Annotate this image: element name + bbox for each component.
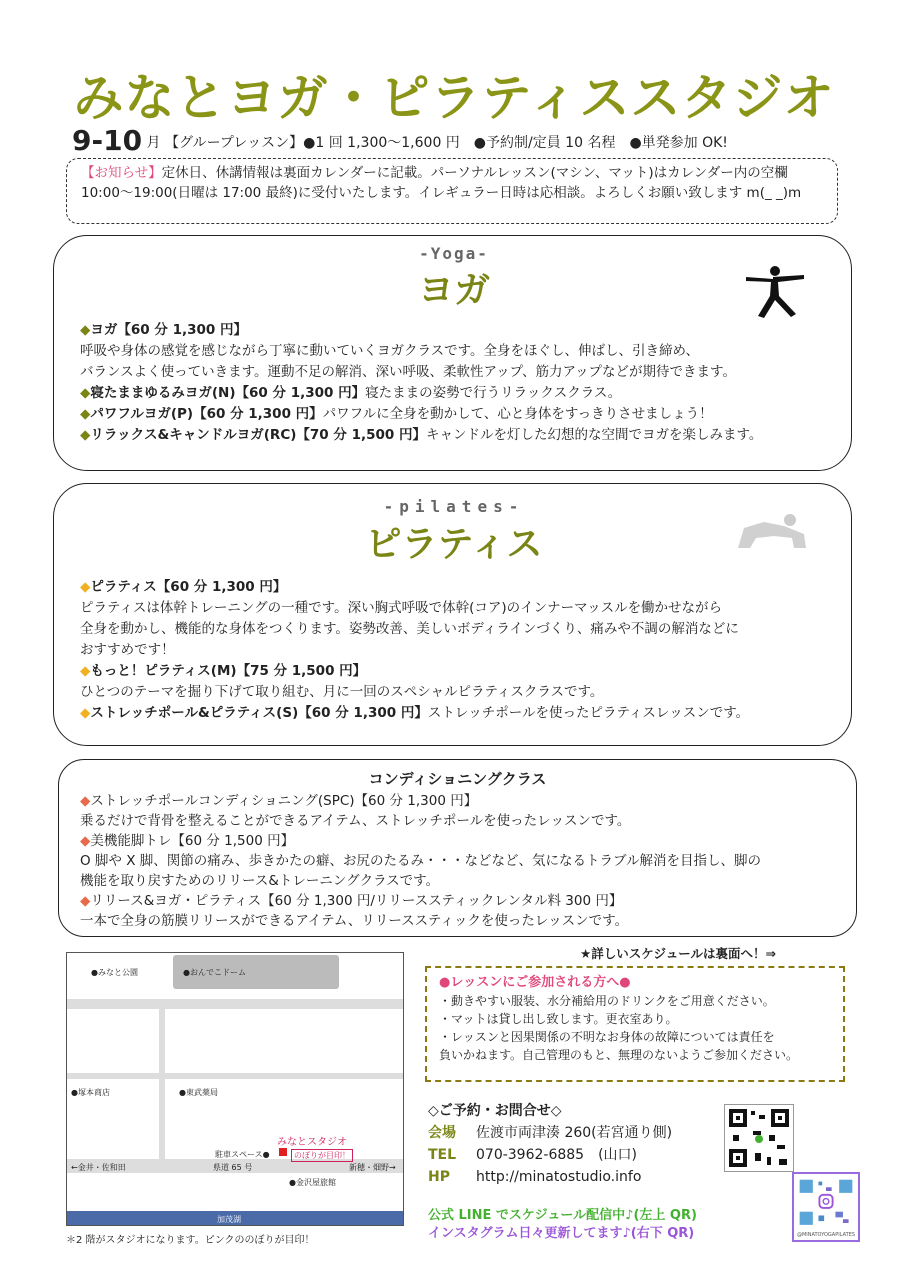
list-item: ◆美機能脚トレ【60 分 1,500 円】 [80, 833, 295, 849]
instagram-qr-caption: @MINATOYOGAPILATES [796, 1232, 856, 1238]
yoga-heading: ヨガ [417, 270, 490, 311]
lesson-summary [72, 124, 728, 157]
list-item: 全身を動かし、機能的な身体をつくります。姿勢改善、美しいボディラインづくり、痛みや不調の解消などに [80, 621, 739, 637]
list-item: ◆リラックス&キャンドルヨガ(RC)【70 分 1,500 円】キャンドルを灯した幻想的な空間でヨガを楽しみます。 [80, 427, 763, 443]
month-suffix: 月 [146, 135, 161, 151]
line-announcement: 公式 LINE でスケジュール配信中♪(左上 QR) [428, 1208, 697, 1223]
map-label-route: 県道 65 号 [213, 1163, 253, 1172]
list-item: ◆ピラティス【60 分 1,300 円】 [80, 579, 287, 595]
map-label-studio: みなとスタジオ [277, 1137, 347, 1148]
attendee-notes-heading: ●レッスンにご参加される方へ● [439, 975, 631, 990]
line-qr-icon[interactable] [724, 1104, 794, 1172]
contact-heading: ◇ご予約・お問合せ◇ [428, 1103, 562, 1119]
summary-text: 【グループレッスン】●1 回 1,300〜1,600 円 ●予約制/定員 10 名程 ●単発参加 OK! [164, 135, 728, 151]
yoga-list [80, 320, 762, 446]
instagram-announcement: インスタグラム日々更新してます♪(右下 QR) [428, 1226, 695, 1241]
list-item: おすすめです！ [80, 642, 175, 658]
list-item: ◆もっと！ピラティス(M)【75 分 1,500 円】 [80, 663, 367, 679]
notice-label: 【お知らせ】 [81, 165, 162, 181]
pilates-list [80, 577, 749, 724]
yoga-pose-icon [744, 262, 806, 322]
yoga-subheading: -Yoga- [419, 244, 489, 263]
list-item: ・マットは貸し出し致します。更衣室あり。 [439, 1012, 678, 1026]
map-label-right-dir: 新穂・畑野→ [349, 1163, 396, 1172]
map-label-parking: 駐車スペース● [215, 1150, 270, 1159]
map-label-dome: ●おんでこドーム [183, 968, 246, 977]
page-title: みなとヨガ・ピラティススタジオ [73, 69, 835, 127]
notice-box [66, 158, 838, 224]
tel-number[interactable]: 070-3962-6885 (山口) [476, 1147, 638, 1163]
map-label-left-dir: ←金井・佐和田 [71, 1163, 126, 1172]
list-item: ◆パワフルヨガ(P)【60 分 1,300 円】パワフルに全身を動かして、心と身体をすっきりさせましょう！ [80, 406, 713, 422]
list-item: バランスよく使っていきます。運動不足の解消、深い呼吸、柔軟性アップ、筋力アップなどが期待できます。 [80, 364, 736, 380]
list-item: 負いかねます。自己管理のもと、無理のないようご参加ください。 [439, 1048, 799, 1062]
homepage-link[interactable]: http://minatostudio.info [476, 1169, 642, 1185]
hp-key: HP [428, 1169, 450, 1185]
map-label-tsukamoto: ●塚本商店 [71, 1088, 110, 1097]
map-label-flag: のぼりが目印！ [291, 1149, 353, 1162]
conditioning-heading: コンディショニングクラス [368, 770, 547, 788]
list-item: ひとつのテーマを掘り下げて取り組む、月に一回のスペシャルピラティスクラスです。 [80, 684, 604, 700]
venue-key: 会場 [428, 1125, 456, 1141]
list-item: ・動きやすい服装、水分補給用のドリンクをご用意ください。 [439, 994, 775, 1008]
pilates-subheading: -pilates- [383, 497, 525, 516]
list-item: 一本で全身の筋膜リリースができるアイテム、リリーススティックを使ったレッスンです。 [80, 913, 629, 929]
tel-key: TEL [428, 1147, 457, 1163]
list-item: ◆ストレッチポール&ピラティス(S)【60 分 1,300 円】ストレッチポールを使ったピラティスレッスンです。 [80, 705, 750, 721]
flag-marker-icon [279, 1148, 287, 1156]
access-map [66, 952, 404, 1226]
pilates-heading: ピラティス [365, 524, 543, 565]
map-label-park: ●みなと公園 [91, 968, 138, 977]
map-label-kanazawaya: ●金沢屋旅館 [289, 1178, 336, 1187]
notice-text: 定休日、休講情報は裏面カレンダーに記載。パーソナルレッスン(マシン、マット)はカレンダー内の空欄 10:00〜19:00(日曜は 17:00 最終)に受付いたします。イレギュラー日時は応相談。よろしくお願い致します m(_ _)m [81, 165, 802, 201]
list-item: ◆ヨガ【60 分 1,300 円】 [80, 322, 247, 338]
map-label-lake: 加茂湖 [217, 1215, 241, 1224]
months: 9-10 [72, 124, 143, 157]
list-item: O 脚や X 脚、関節の痛み、歩きかたの癖、お尻のたるみ・・・などなど、気になるトラブル解消を目指し、脚の [80, 853, 762, 869]
list-item: 呼吸や身体の感覚を感じながら丁寧に動いていくヨガクラスです。全身をほぐし、伸ばし、引き締め、 [80, 343, 699, 359]
schedule-reference: ★詳しいスケジュールは裏面へ！⇒ [580, 946, 776, 961]
list-item: ◆ストレッチポールコンディショニング(SPC)【60 分 1,300 円】 [80, 793, 478, 809]
list-item: 乗るだけで背骨を整えることができるアイテム、ストレッチポールを使ったレッスンです。 [80, 813, 631, 829]
attendee-notes [425, 966, 845, 1082]
venue-address: 佐渡市両津湊 260(若宮通り側) [476, 1125, 673, 1141]
map-note: ＊2 階がスタジオになります。ピンクののぼりが目印！ [66, 1235, 315, 1246]
conditioning-list [80, 791, 761, 931]
pilates-pose-icon [734, 508, 812, 554]
map-label-tobu: ●東武薬局 [179, 1088, 218, 1097]
list-item: ・レッスンと因果関係の不明なお身体の故障については責任を [439, 1030, 775, 1044]
list-item: 機能を取り戻すためのリリース&トレーニングクラスです。 [80, 873, 440, 889]
contact-info [428, 1100, 672, 1188]
list-item: ◆寝たままゆるみヨガ(N)【60 分 1,300 円】寝たままの姿勢で行うリラックスクラス。 [80, 385, 622, 401]
list-item: ◆リリース&ヨガ・ピラティス【60 分 1,300 円/リリーススティックレンタル料 300 円】 [80, 893, 623, 909]
list-item: ピラティスは体幹トレーニングの一種です。深い胸式呼吸で体幹(コア)のインナーマッスルを働かせながら [80, 600, 723, 616]
